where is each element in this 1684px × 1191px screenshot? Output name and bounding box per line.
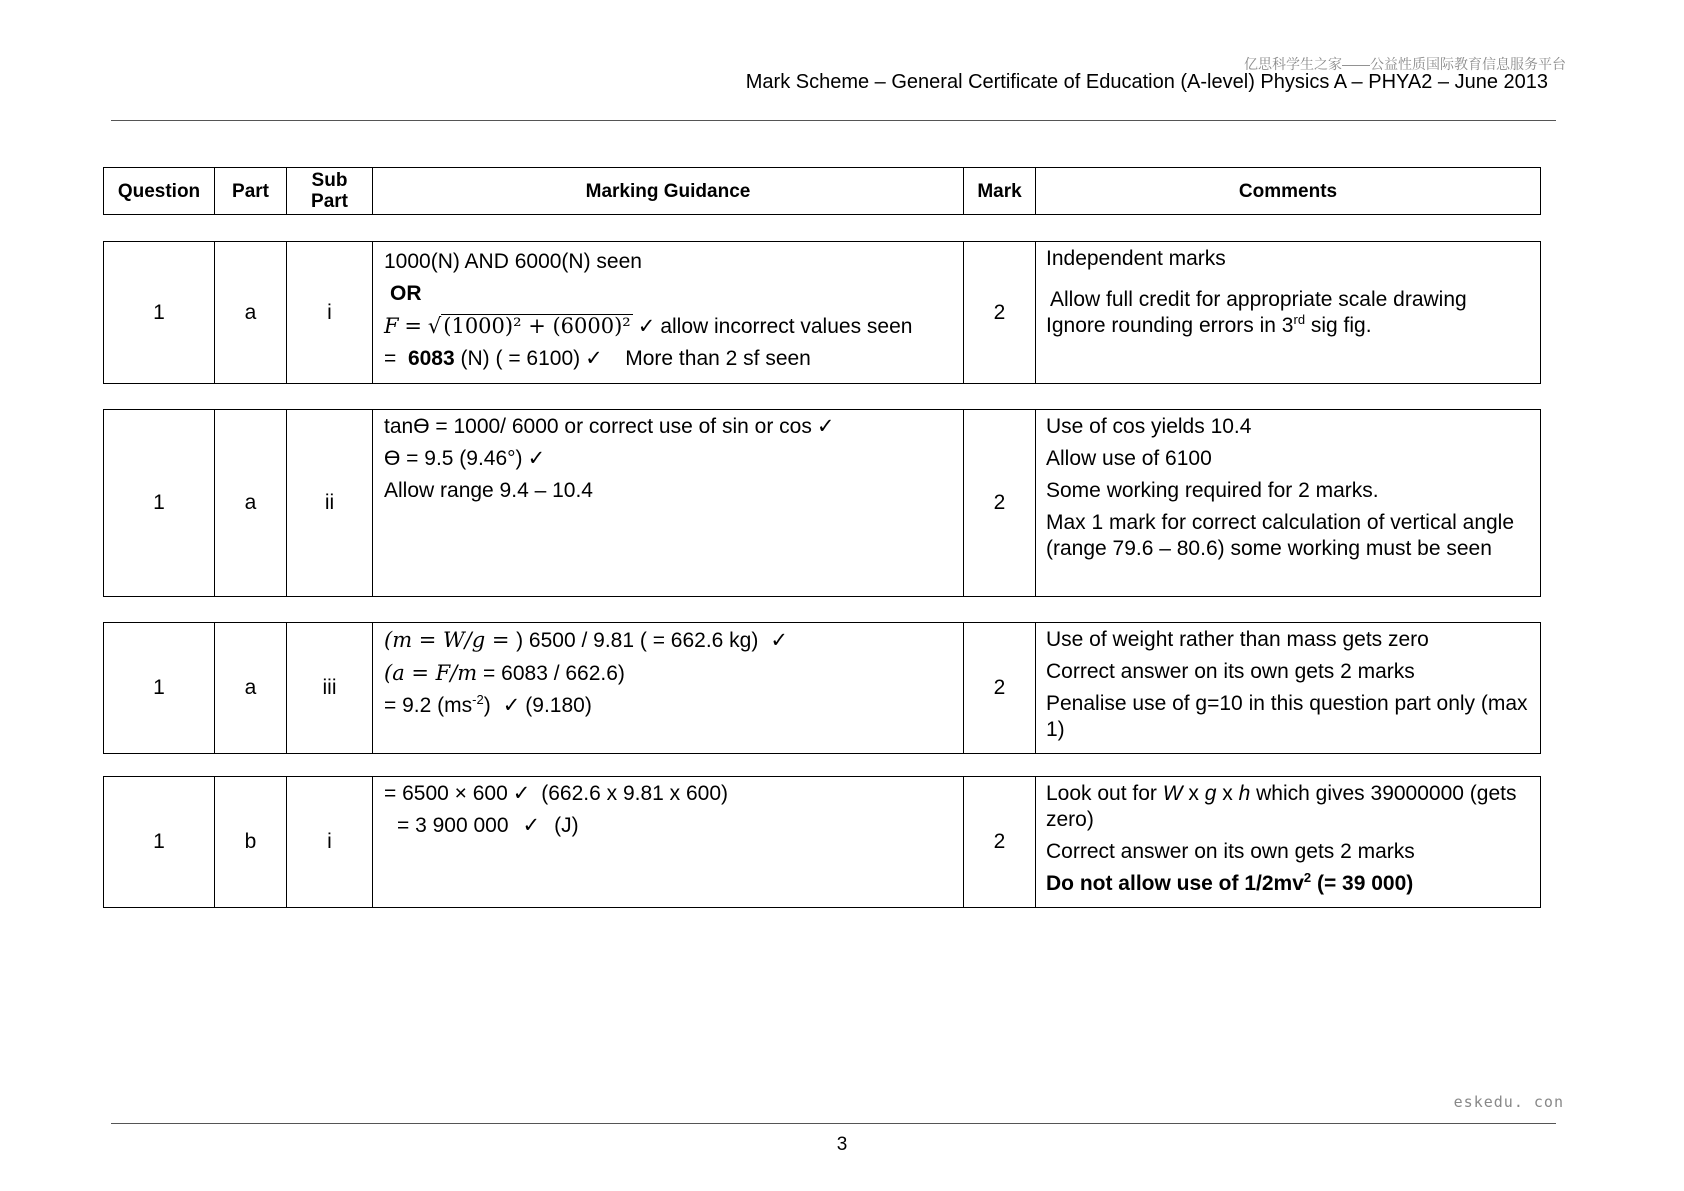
- question-number: 1: [104, 410, 215, 597]
- part: b: [215, 777, 287, 908]
- check-icon: ✓: [512, 782, 531, 805]
- check-icon: ✓: [770, 629, 788, 652]
- column-header-table: [103, 167, 1541, 215]
- sub-part: i: [287, 242, 373, 384]
- superscript: rd: [1293, 312, 1306, 327]
- question-number: 1: [104, 777, 215, 908]
- guidance-line: [384, 693, 953, 719]
- guidance-formula: [384, 313, 953, 340]
- comments: [1036, 242, 1541, 384]
- marking-guidance: [373, 623, 964, 754]
- guidance-text: = 6083 / 662.6): [477, 662, 625, 685]
- sub-part: i: [287, 777, 373, 908]
- guidance-text: = 3 900 000: [397, 814, 509, 837]
- guidance-line: 1000(N) AND 6000(N) seen: [384, 250, 642, 273]
- table-row: [103, 241, 1541, 384]
- guidance-line: OR: [390, 282, 422, 305]
- guidance-line: [384, 446, 953, 472]
- guidance-line: Allow range 9.4 – 10.4: [384, 479, 593, 502]
- footer-rule: [111, 1123, 1556, 1124]
- guidance-line: [384, 781, 953, 807]
- superscript: -2: [472, 692, 484, 707]
- col-comments: Comments: [1036, 168, 1541, 215]
- check-icon: ✓: [585, 347, 603, 370]
- marking-guidance: [373, 777, 964, 908]
- comment-text: x: [1182, 782, 1205, 805]
- marking-guidance: [373, 242, 964, 384]
- check-icon: ✓: [522, 814, 541, 837]
- comment-text: Do not allow use of 1/2mv: [1046, 872, 1304, 895]
- sub-part: iii: [287, 623, 373, 754]
- col-mark: Mark: [964, 168, 1036, 215]
- sqrt-sign: √: [427, 314, 442, 338]
- col-sub-part: Sub Part: [287, 168, 373, 215]
- comment-line: [1046, 871, 1530, 897]
- marking-guidance: [373, 410, 964, 597]
- question-number: 1: [104, 242, 215, 384]
- comment-line: Use of cos yields 10.4: [1046, 415, 1252, 438]
- formula-root: (1000)² + (6000)²: [443, 314, 631, 338]
- mark: 2: [964, 623, 1036, 754]
- comment-line: [1046, 781, 1530, 833]
- mark: 2: [964, 410, 1036, 597]
- document-header: Mark Scheme – General Certificate of Education (A-level) Physics A – PHYA2 – June 2013: [745, 71, 1548, 93]
- guidance-text: ϴ = 9.5 (9.46°): [384, 447, 523, 470]
- check-icon: ✓: [816, 415, 835, 438]
- comment-text: Ignore rounding errors in 3: [1046, 314, 1294, 337]
- comment-line: [1046, 313, 1530, 339]
- guidance-text: tanϴ = 1000/ 6000 or correct use of sin or cos: [384, 415, 812, 438]
- guidance-note: (662.6 x 9.81 x 600): [541, 782, 729, 805]
- comment-line: Max 1 mark for correct calculation of vertical angle (range 79.6 – 80.6) some working must be seen: [1046, 511, 1515, 560]
- comment-text: sig fig.: [1305, 314, 1372, 337]
- guidance-line: [384, 414, 953, 440]
- col-part: Part: [215, 168, 287, 215]
- comment-var: W: [1162, 782, 1183, 805]
- guidance-line: [384, 660, 953, 687]
- guidance-line: [384, 813, 953, 839]
- guidance-note: More than 2 sf seen: [625, 347, 811, 370]
- check-icon: ✓: [527, 447, 546, 470]
- comment-line: Penalise use of g=10 in this question part only (max 1): [1046, 692, 1528, 741]
- col-question: Question: [104, 168, 215, 215]
- comment-text: Look out for: [1046, 782, 1163, 805]
- guidance-note: (J): [554, 814, 579, 837]
- guidance-note: (9.180): [525, 694, 592, 717]
- part: a: [215, 410, 287, 597]
- comment-line: Allow full credit for appropriate scale drawing: [1050, 288, 1467, 311]
- formula-var: F: [384, 314, 399, 338]
- header-rule: [111, 120, 1556, 121]
- comments: [1036, 777, 1541, 908]
- check-icon: ✓: [502, 694, 521, 717]
- comment-var: g: [1204, 782, 1217, 805]
- comment-text: (= 39 000): [1311, 872, 1414, 895]
- check-icon: ✓: [637, 315, 656, 338]
- guidance-math: (m = W/g =: [384, 628, 517, 652]
- guidance-text: ) 6500 / 9.81 ( = 662.6 kg): [516, 629, 759, 652]
- comment-line: Allow use of 6100: [1046, 447, 1212, 470]
- comment-text: which gives 39000000 (gets zero): [1046, 782, 1517, 831]
- guidance-text: = 6500 × 600: [384, 782, 508, 805]
- answer-value: 6083: [407, 347, 455, 370]
- part: a: [215, 623, 287, 754]
- sub-part: ii: [287, 410, 373, 597]
- table-row: [103, 622, 1541, 754]
- guidance-line: [384, 346, 953, 372]
- guidance-text: (N) ( = 6100): [460, 347, 581, 370]
- guidance-text: =: [384, 347, 397, 370]
- guidance-text: = 9.2 (ms: [384, 694, 473, 717]
- watermark-bottom: eskedu. con: [1453, 1093, 1564, 1111]
- question-number: 1: [104, 623, 215, 754]
- formula-eq: =: [404, 314, 423, 338]
- comment-line: Correct answer on its own gets 2 marks: [1046, 840, 1415, 863]
- comment-var: h: [1238, 782, 1251, 805]
- col-marking-guidance: Marking Guidance: [373, 168, 964, 215]
- guidance-math: (a = F/m: [384, 661, 478, 685]
- table-row: [103, 409, 1541, 597]
- comment-line: Use of weight rather than mass gets zero: [1046, 628, 1429, 651]
- mark: 2: [964, 242, 1036, 384]
- comment-line: Independent marks: [1046, 247, 1226, 270]
- comments: [1036, 410, 1541, 597]
- superscript: 2: [1303, 870, 1312, 885]
- comment-text: x: [1216, 782, 1239, 805]
- comment-line: Correct answer on its own gets 2 marks: [1046, 660, 1415, 683]
- watermark-top: 亿思科学生之家——公益性质国际教育信息服务平台: [1244, 56, 1566, 72]
- table-row: [103, 776, 1541, 908]
- part: a: [215, 242, 287, 384]
- page-number: 3: [836, 1134, 848, 1155]
- guidance-note: allow incorrect values seen: [660, 315, 913, 338]
- mark: 2: [964, 777, 1036, 908]
- guidance-line: [384, 627, 953, 654]
- comments: [1036, 623, 1541, 754]
- guidance-text: ): [483, 694, 491, 717]
- comment-line: Some working required for 2 marks.: [1046, 479, 1379, 502]
